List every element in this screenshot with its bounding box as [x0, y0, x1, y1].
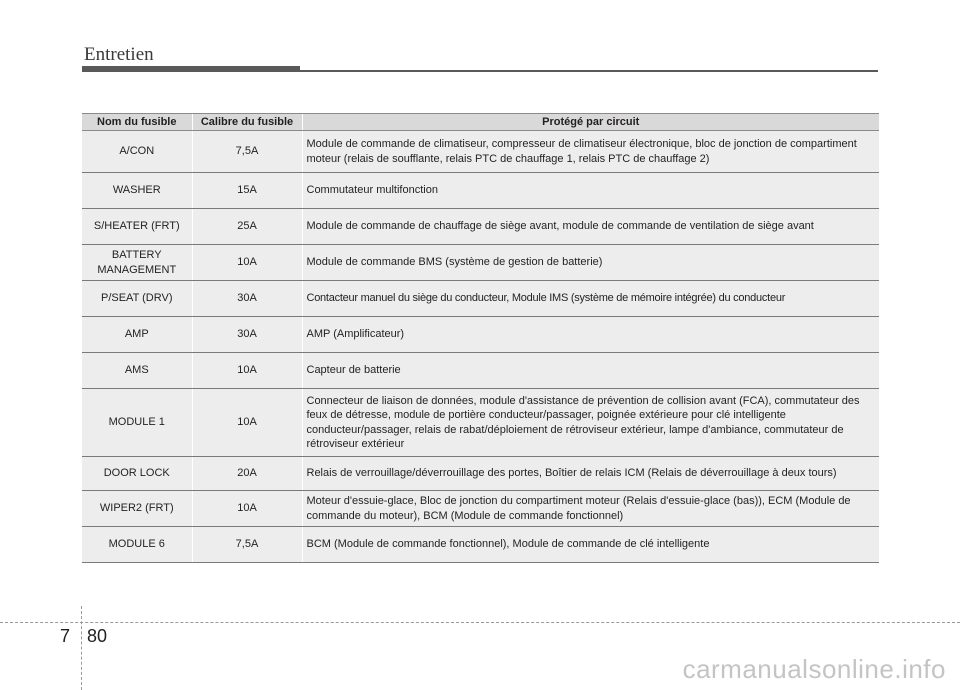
- protected-circuit-cell: AMP (Amplificateur): [302, 317, 879, 353]
- fuse-name-cell: MODULE 1: [82, 389, 192, 457]
- protected-circuit-cell: Contacteur manuel du siège du conducteur, Module IMS (système de mémoire intégrée) du conducteur: [302, 281, 879, 317]
- column-header-fuse-name: Nom du fusible: [82, 114, 192, 131]
- header-rule-thin: [300, 70, 878, 72]
- protected-circuit-cell: Module de commande BMS (système de gestion de batterie): [302, 245, 879, 281]
- protected-circuit-cell: Capteur de batterie: [302, 353, 879, 389]
- fuse-rating-cell: 25A: [192, 209, 302, 245]
- fuse-rating-cell: 30A: [192, 281, 302, 317]
- watermark-text: carmanualsonline.info: [682, 654, 946, 684]
- protected-circuit-cell: BCM (Module de commande fonctionnel), Module de commande de clé intelligente: [302, 527, 879, 563]
- table-row: [82, 353, 879, 389]
- fuse-rating-cell: 10A: [192, 389, 302, 457]
- table-row: [82, 209, 879, 245]
- fuse-name-cell: BATTERY MANAGEMENT: [82, 245, 192, 281]
- fuse-rating-cell: 10A: [192, 491, 302, 527]
- column-header-fuse-rating: Calibre du fusible: [192, 114, 302, 131]
- footer-rule: [0, 622, 960, 623]
- protected-circuit-cell: Module de commande de climatiseur, compresseur de climatiseur électronique, bloc de jonction de compartiment moteur (relais de soufflante, relais PTC de chauffage 1, relais PTC de chauffage 2): [302, 131, 879, 173]
- header-rule-thick: [82, 66, 300, 72]
- table-row: [82, 245, 879, 281]
- protected-circuit-cell: Connecteur de liaison de données, module d'assistance de prévention de collision avant (FCA), commutateur des feux de détresse, module de portière conducteur/passager, poignée extérieure pour clé intelligente conducteur/passager, relais de rabat/déploiement de rétroviseur extérieur, lampe d'ambiance, commutateur de rétroviseur extérieur: [302, 389, 879, 457]
- table-row: [82, 131, 879, 173]
- fuse-name-cell: WASHER: [82, 173, 192, 209]
- fuse-name-cell: AMP: [82, 317, 192, 353]
- chapter-number: 7: [60, 626, 71, 646]
- column-header-protected-circuit: Protégé par circuit: [302, 114, 879, 131]
- fuse-rating-cell: 10A: [192, 353, 302, 389]
- fuse-name-cell: P/SEAT (DRV): [82, 281, 192, 317]
- table-header-row: [82, 114, 879, 131]
- protected-circuit-cell: Relais de verrouillage/déverrouillage des portes, Boîtier de relais ICM (Relais de déverrouillage à deux tours): [302, 457, 879, 491]
- protected-circuit-cell: Commutateur multifonction: [302, 173, 879, 209]
- page-number: 80: [87, 626, 108, 646]
- fuse-name-cell: MODULE 6: [82, 527, 192, 563]
- fuse-name-cell: WIPER2 (FRT): [82, 491, 192, 527]
- table-row: [82, 389, 879, 457]
- fuse-rating-cell: 7,5A: [192, 527, 302, 563]
- table-row: [82, 527, 879, 563]
- fuse-name-cell: S/HEATER (FRT): [82, 209, 192, 245]
- table-row: [82, 281, 879, 317]
- fuse-rating-cell: 7,5A: [192, 131, 302, 173]
- fuse-rating-cell: 30A: [192, 317, 302, 353]
- protected-circuit-cell: Module de commande de chauffage de siège avant, module de commande de ventilation de siège avant: [302, 209, 879, 245]
- footer-divider: [81, 606, 82, 690]
- page-title: Entretien: [84, 44, 154, 65]
- fuse-table: [82, 113, 879, 563]
- fuse-rating-cell: 20A: [192, 457, 302, 491]
- table-row: [82, 317, 879, 353]
- fuse-name-cell: A/CON: [82, 131, 192, 173]
- fuse-rating-cell: 15A: [192, 173, 302, 209]
- fuse-name-cell: DOOR LOCK: [82, 457, 192, 491]
- fuse-name-cell: AMS: [82, 353, 192, 389]
- table-row: [82, 457, 879, 491]
- protected-circuit-cell: Moteur d'essuie-glace, Bloc de jonction du compartiment moteur (Relais d'essuie-glace (bas)), ECM (Module de commande du moteur), BCM (Module de commande fonctionnel): [302, 491, 879, 527]
- fuse-rating-cell: 10A: [192, 245, 302, 281]
- table-row: [82, 173, 879, 209]
- table-row: [82, 491, 879, 527]
